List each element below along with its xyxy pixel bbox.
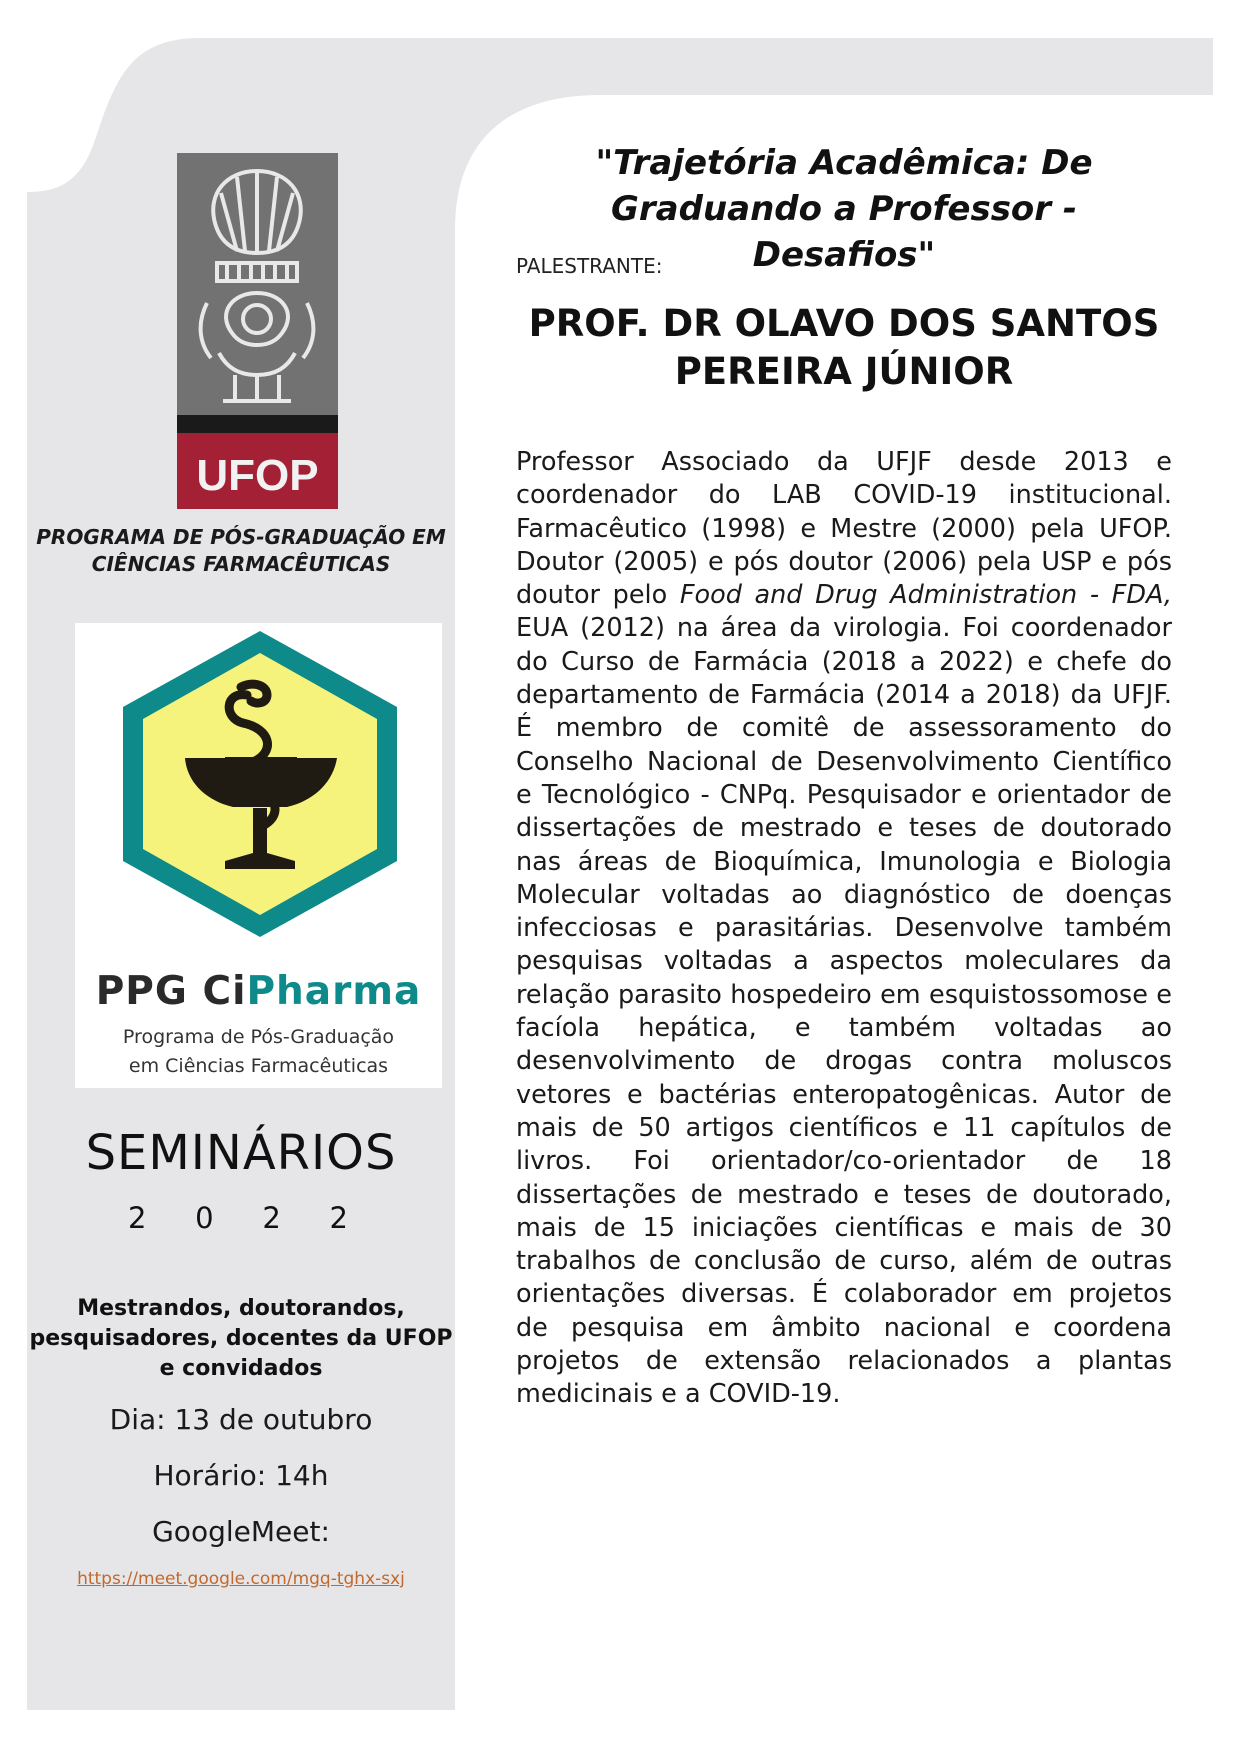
audience: Mestrandos, doutorandos, pesquisadores, docentes da UFOP e convidados [29, 1296, 453, 1381]
year-digit: 0 [195, 1201, 214, 1235]
year [128, 1201, 348, 1235]
year-digit: 2 [128, 1201, 147, 1235]
seminarios-heading: SEMINÁRIOS [85, 1125, 397, 1181]
speaker-bio: Professor Associado da UFJF desde 2013 e coordenador do LAB COVID-19 institucional. Farmacêutico (1998) e Mestre (2000) pela UFOP. Doutor (2005) e pós doutor (2006) pela USP e pós doutor pelo Food and Drug Administration - FDA, EUA (2012) na área da virologia. Foi coordenador do Curso de Farmácia (2018 a 2022) e chefe do departamento de Farmácia (2014 a 2018) da UFJF. É membro de comitê de assessoramento do Conselho Nacional de Desenvolvimento Científico e Tecnológico - CNPq. Pesquisador e orientador de dissertações de mestrado e teses de doutorado nas áreas de Bioquímica, Imunologia e Biologia Molecular voltadas ao diagnóstico de doenças infecciosas e parasitárias. Desenvolve também pesquisas voltadas a aspectos moleculares da relação parasito hospedeiro em esquistossomose e facíola hepática, e também voltadas ao desenvolvimento de drogas contra moluscos vetores e bactérias enteropatogênicas. Autor de mais de 50 artigos científicos e 11 capítulos de livros. Foi orientador/co-orientador de 18 dissertações de mestrado e teses de doutorado, mais de 15 iniciações científicas e mais de 30 trabalhos de conclusão de curso, além de outras orientações diversas. É colaborador em projetos de pesquisa em âmbito nacional e coordena projetos de extensão relacionados a plantas medicinais e a COVID-19. [516, 447, 1172, 1410]
seminar-title: "Trajetória Acadêmica: De Graduando a Professor - Desafios" [595, 143, 1093, 275]
ppg-cipharma-logo [75, 623, 442, 1088]
program-name: PROGRAMA DE PÓS-GRADUAÇÃO EM CIÊNCIAS FARMACÊUTICAS [36, 525, 446, 576]
ppg-name: PPG CiPharma [95, 969, 422, 1014]
event-time: Horário: 14h [153, 1459, 329, 1492]
ufop-logo [177, 153, 338, 509]
ppg-subtitle-1: Programa de Pós-Graduação [122, 1026, 395, 1048]
ppg-subtitle-2: em Ciências Farmacêuticas [128, 1055, 389, 1077]
fda-text: Food and Drug Administration - FDA, [679, 580, 1172, 611]
meet-label: GoogleMeet: [152, 1515, 330, 1548]
speaker-name: PROF. DR OLAVO DOS SANTOS PEREIRA JÚNIOR [528, 302, 1160, 393]
year-digit: 2 [329, 1201, 348, 1235]
speaker-label: PALESTRANTE: [516, 254, 663, 278]
ufop-label: UFOP [196, 451, 319, 500]
event-date: Dia: 13 de outubro [109, 1403, 373, 1436]
year-digit: 2 [262, 1201, 281, 1235]
meet-link[interactable]: https://meet.google.com/mgq-tghx-sxj [77, 1569, 405, 1589]
